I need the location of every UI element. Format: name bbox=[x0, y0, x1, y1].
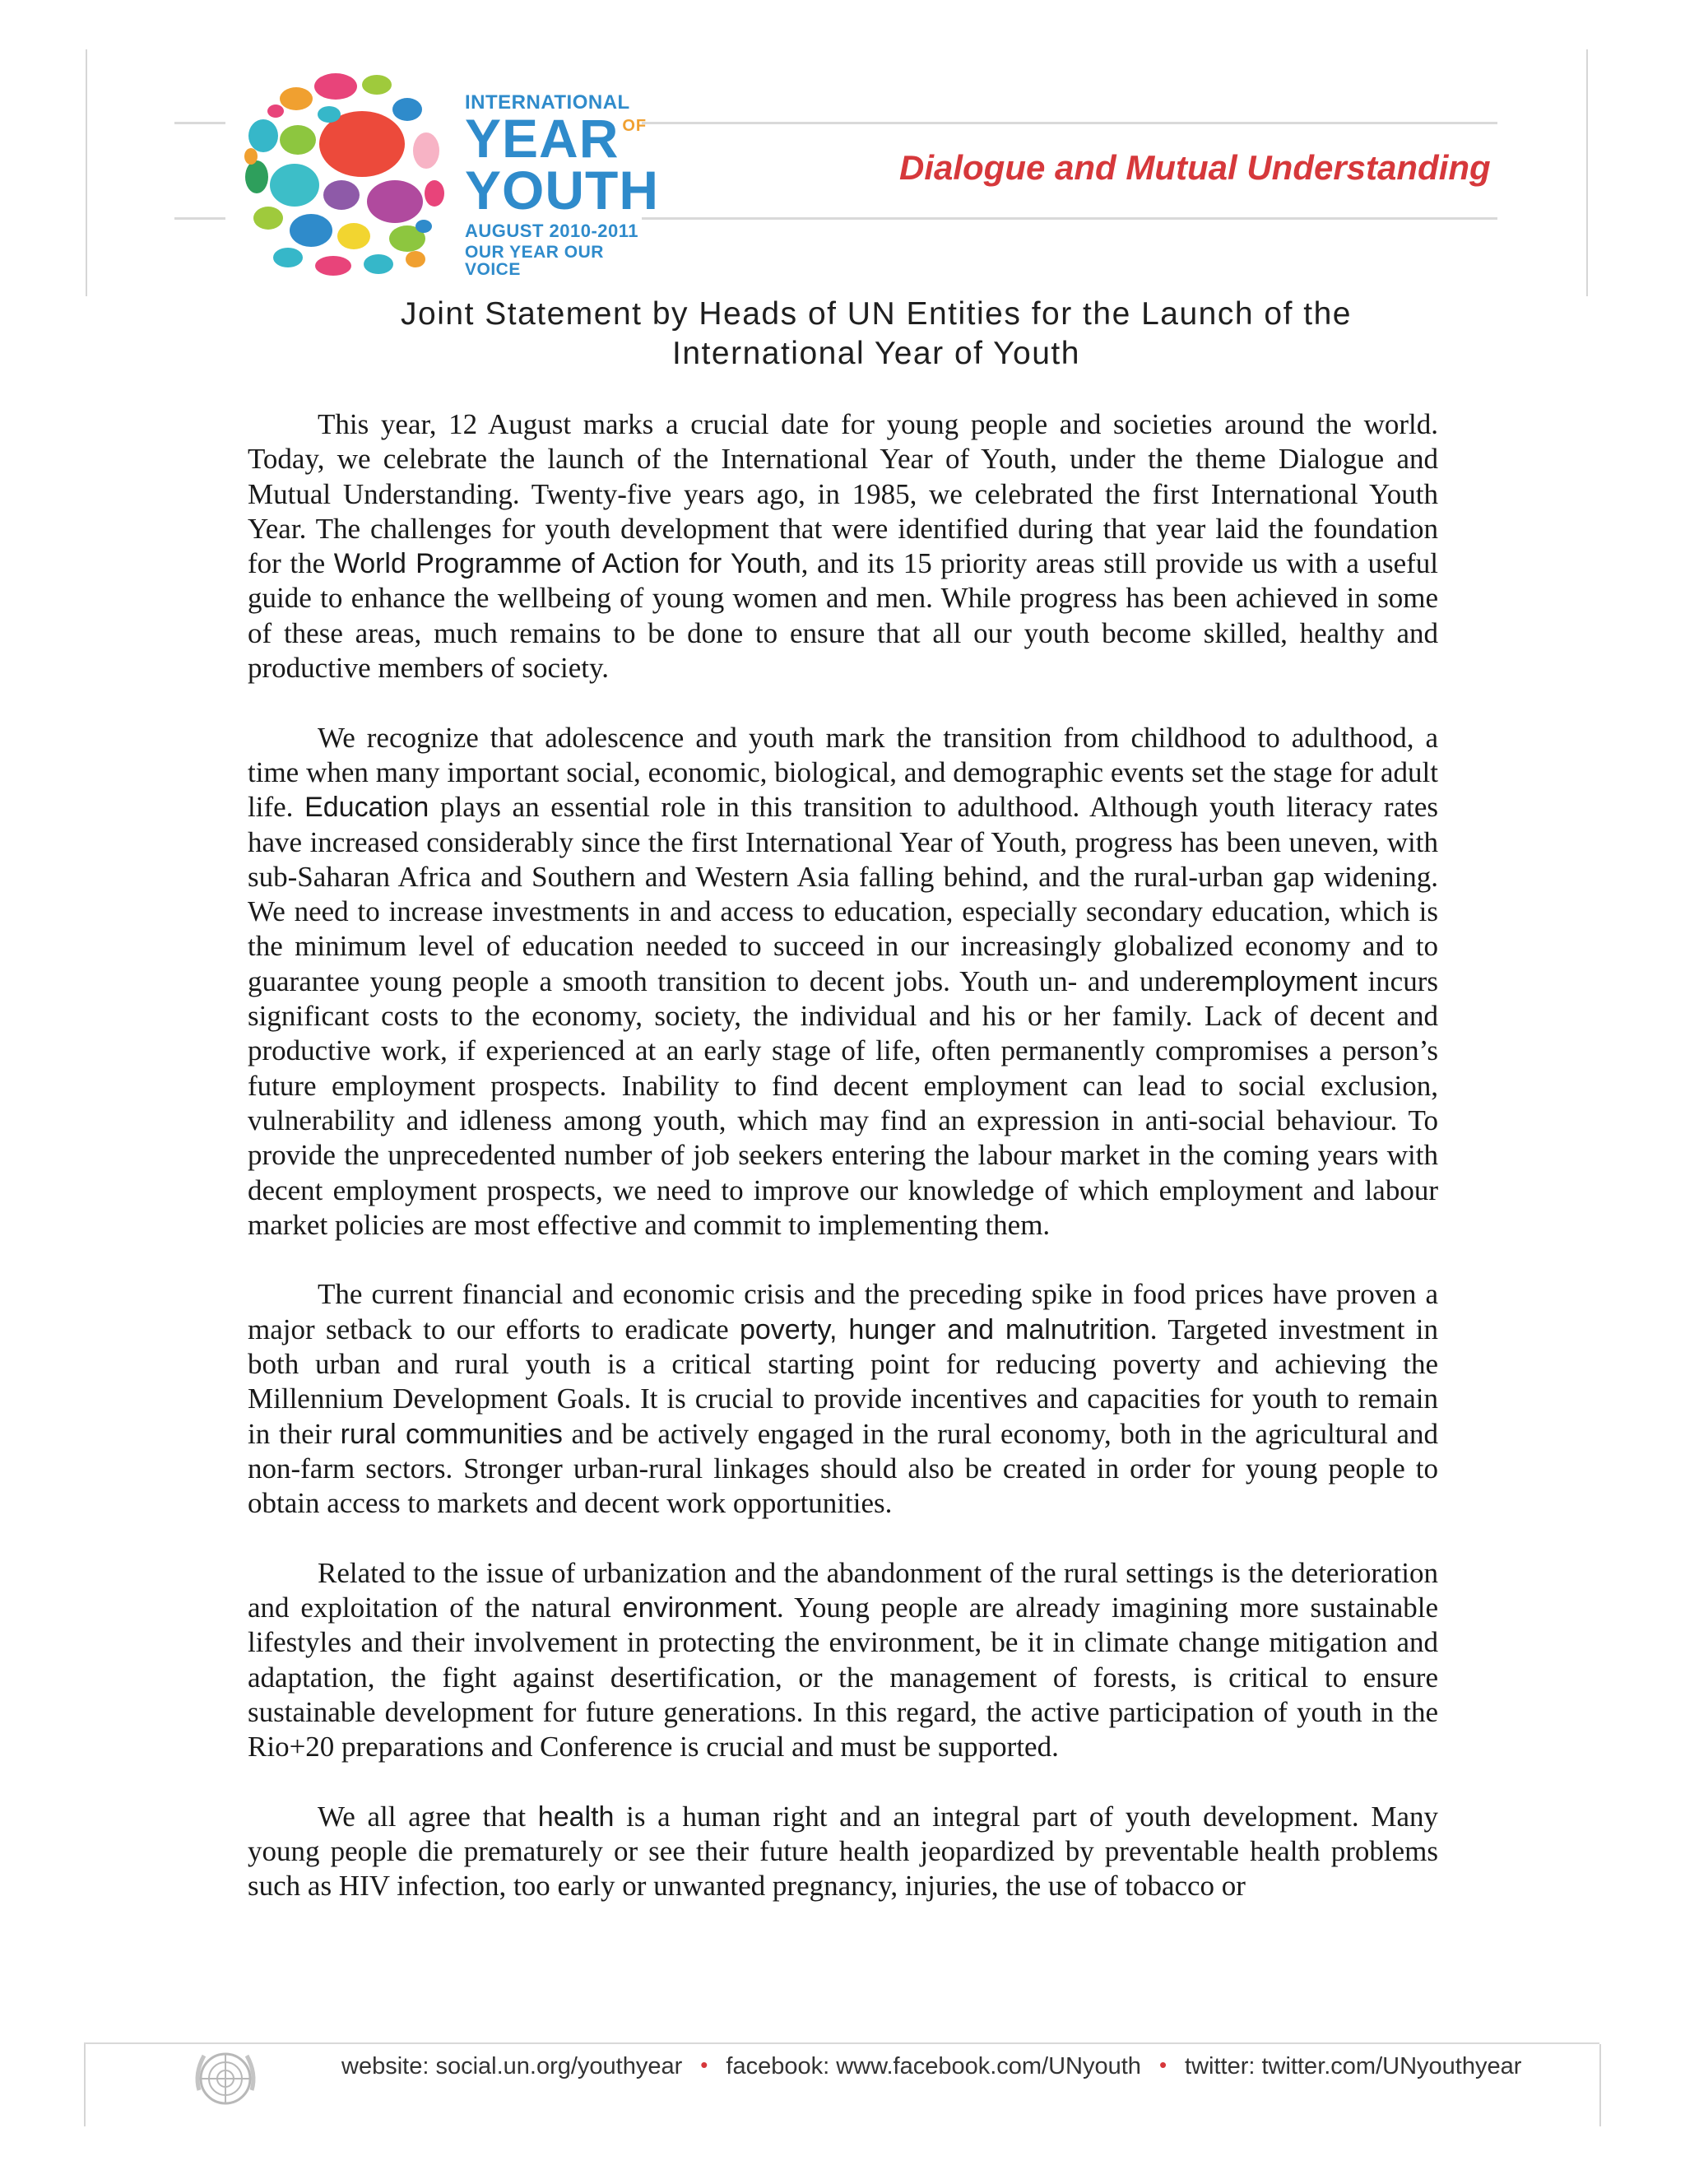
link-education[interactable]: Education bbox=[304, 792, 429, 824]
header-line-top-left bbox=[174, 122, 225, 124]
footer-website-link[interactable]: website: social.un.org/youthyear bbox=[341, 2053, 683, 2079]
paragraph-2 bbox=[248, 721, 1438, 1243]
footer-links bbox=[341, 2053, 1521, 2080]
link-employment[interactable]: employment bbox=[1205, 965, 1358, 997]
p2-text-b: plays an essential role in this transition to adulthood. Although youth literacy rates have increased considerably since the first International Year of Youth, progress has been uneven, with sub-Saharan Africa and Southern and Western Asia falling behind, and the rural-urban gap widening. We need to increase investments in and access to education, especially secondary education, which is the minimum level of education needed to succeed in our increasingly globalized economy and to guarantee young people a smooth transition to decent jobs. Youth un- and under bbox=[248, 791, 1438, 997]
p2-text-c: incurs significant costs to the economy, society, the individual and his or her family. Lack of decent and productive work, if experienced at an early stage of life, often permanently compromises a person’s future employment prospects. Inability to find decent employment can lead to social exclusion, vulnerability and idleness among youth, which may find an expression in anti-social behaviour. To provide the unprecedented number of job seekers entering the labour market in the coming years with decent employment prospects, we need to improve our knowledge of which employment and labour market policies are most effective and commit to implementing them. bbox=[248, 964, 1438, 1241]
header-line-top-right bbox=[642, 122, 1497, 124]
logo-year-text: YEAR bbox=[465, 108, 620, 169]
link-health[interactable]: health bbox=[537, 1801, 615, 1833]
logo-year bbox=[465, 108, 659, 169]
p3-text-c: and be actively engaged in the rural economy, both in the agricultural and non-farm sectors. Stronger urban-rural linkages should also be created in order for young people to obtain access to markets and decent work opportunities. bbox=[248, 1417, 1438, 1520]
paragraph-4 bbox=[248, 1556, 1438, 1765]
theme-heading: Dialogue and Mutual Understanding bbox=[899, 148, 1491, 187]
iyy-logo bbox=[239, 62, 659, 292]
footer-right-line bbox=[1599, 2044, 1601, 2126]
frame-left-line bbox=[86, 49, 87, 296]
title-line-2: International Year of Youth bbox=[672, 336, 1080, 371]
p4-text-b: . Young people are already imagining more sustainable lifestyles and their involvement in protecting the environment, be it in climate change mitigation and adaptation, the fight against desertification, or the management of forests, is critical to ensure sustainable development for future generations. In this regard, the active participation of youth in the Rio+20 preparations and Conference is crucial and must be supported. bbox=[248, 1592, 1438, 1763]
paragraph-3 bbox=[248, 1277, 1438, 1521]
p3-text-a: The current financial and economic crisis and the preceding spike in food prices have proven a major setback to our efforts to eradicate bbox=[248, 1278, 1438, 1345]
title-line-1: Joint Statement by Heads of UN Entities for the Launch of the bbox=[401, 296, 1352, 332]
logo-of: OF bbox=[622, 117, 648, 135]
p1-text-b: , and its 15 priority areas still provide us with a useful guide to enhance the wellbeing of young women and men. While progress has been achieved in some of these areas, much remains to be done to ensure that all our youth become skilled, healthy and productive members of society. bbox=[248, 547, 1438, 685]
p4-text-a: Related to the issue of urbanization and the abandonment of the rural settings is the deterioration and exploitation of the natural bbox=[248, 1556, 1438, 1624]
link-environment[interactable]: environment bbox=[622, 1592, 777, 1624]
p2-text-a: We recognize that adolescence and youth mark the transition from childhood to adulthood, a time when many important social, economic, biological, and demographic events set the stage for adult life. bbox=[248, 721, 1438, 824]
logo-dates: AUGUST 2010-2011 bbox=[465, 221, 638, 242]
footer-left-line bbox=[84, 2044, 86, 2126]
footer-facebook-link[interactable]: facebook: www.facebook.com/UNyouth bbox=[726, 2053, 1141, 2079]
logo-wordmark bbox=[465, 93, 659, 278]
p5-text-b: is a human right and an integral part of youth development. Many young people die prematurely or see their future health jeopardized by preventable health problems such as HIV infection, too early or unwanted pregnancy, injuries, the use of tobacco or bbox=[248, 1800, 1438, 1903]
frame-right-line bbox=[1586, 49, 1588, 296]
logo-tagline: OUR YEAR OUR VOICE bbox=[465, 243, 604, 280]
p5-text-a: We all agree that bbox=[318, 1800, 538, 1833]
logo-international: INTERNATIONAL bbox=[465, 91, 630, 114]
logo-youth: YOUTH bbox=[465, 159, 659, 221]
statement-body bbox=[248, 407, 1438, 1939]
page-title bbox=[247, 295, 1506, 374]
paragraph-5 bbox=[248, 1800, 1438, 1904]
link-poverty-hunger-malnutrition[interactable]: poverty, hunger and malnutrition bbox=[739, 1313, 1150, 1345]
footer-separator-2: • bbox=[1158, 2052, 1167, 2077]
paragraph-1 bbox=[248, 407, 1438, 685]
footer-twitter-link[interactable]: twitter: twitter.com/UNyouthyear bbox=[1185, 2053, 1522, 2079]
header-line-bottom-left bbox=[174, 217, 225, 220]
link-world-programme-of-action[interactable]: World Programme of Action for Youth bbox=[333, 548, 801, 580]
footer-separator-1: • bbox=[700, 2052, 708, 2077]
p3-text-b: . Targeted investment in both urban and rural youth is a critical starting point for reducing poverty and achieving the Millennium Development Goals. It is crucial to provide incentives and capacities for youth to remain in their bbox=[248, 1313, 1438, 1450]
link-rural-communities[interactable]: rural communities bbox=[340, 1418, 563, 1450]
p1-text-a: This year, 12 August marks a crucial date for young people and societies around the world. Today, we celebrate the launch of the International Year of Youth, under the theme Dialogue and Mutual Understanding. Twenty-five years ago, in 1985, we celebrated the first International Youth Year. The challenges for youth development that were identified during that year laid the foundation for the bbox=[248, 408, 1438, 580]
header-line-bottom-right bbox=[642, 217, 1497, 220]
speech-bubbles-globe-icon bbox=[239, 62, 453, 284]
un-emblem-icon bbox=[188, 2041, 263, 2117]
